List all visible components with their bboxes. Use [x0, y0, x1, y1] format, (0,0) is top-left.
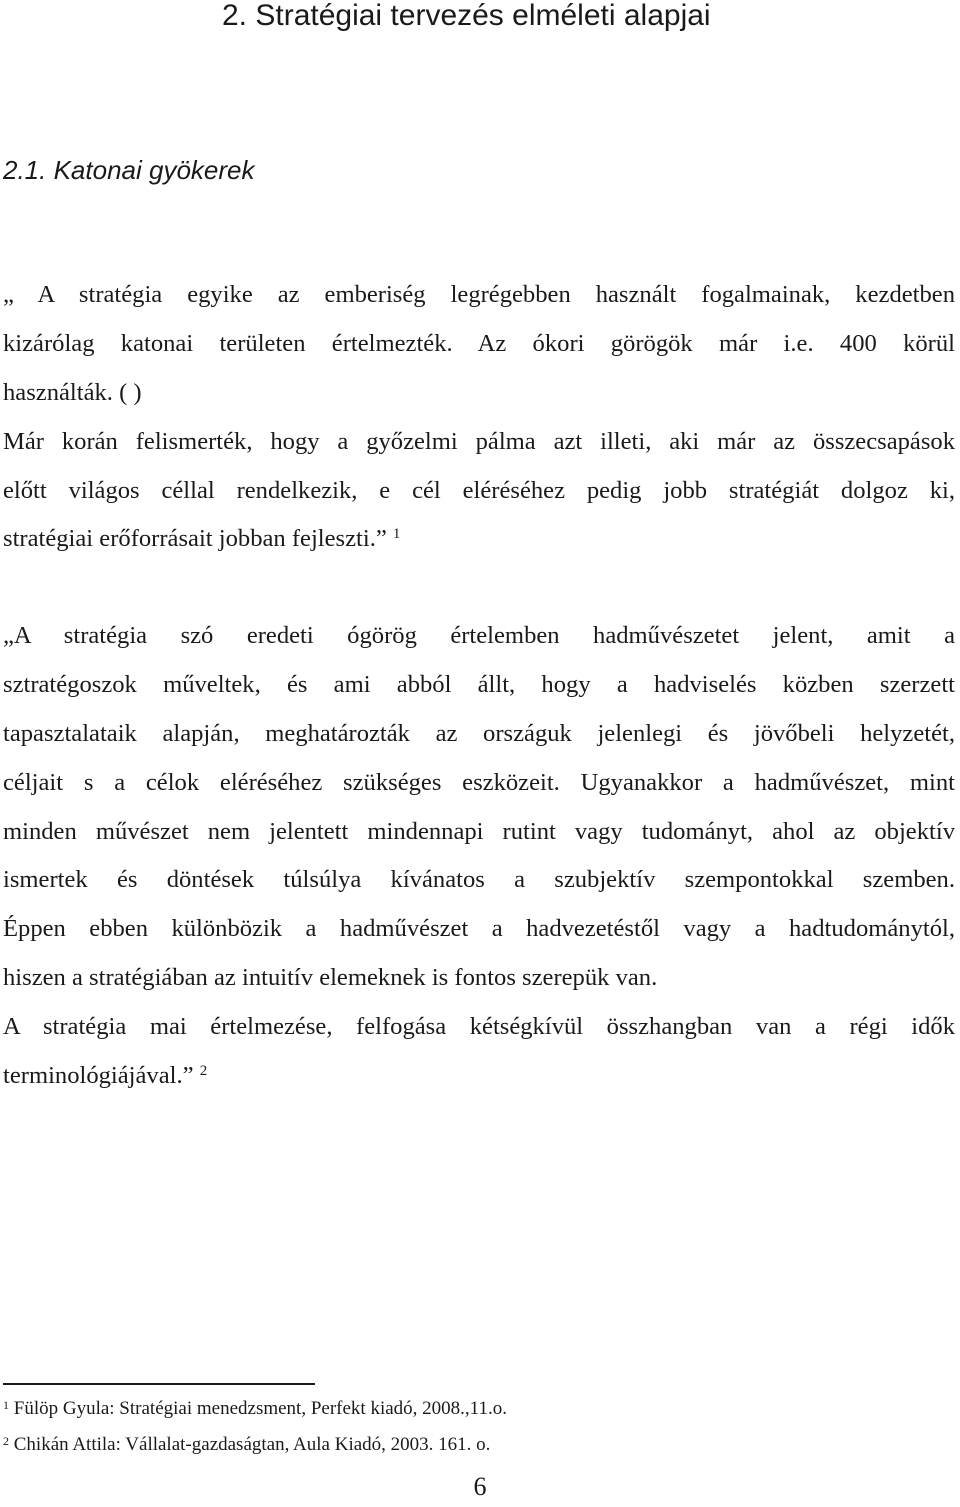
paragraph-line: hiszen a stratégiában az intuitív elemeknek is fontos szerepük van.	[3, 964, 658, 992]
paragraph-line-text: terminológiájával.”	[3, 1062, 194, 1090]
chapter-title: 2. Stratégiai tervezés elméleti alapjai	[222, 0, 711, 32]
paragraph-line: ismertek és döntések túlsúlya kívánatos a szubjektív szempontokkal szemben.	[3, 866, 955, 894]
footnote-1	[3, 1396, 507, 1422]
paragraph-line: Éppen ebben különbözik a hadművészet a hadvezetéstől vagy a hadtudománytól,	[3, 915, 955, 943]
footnote-reference[interactable]: 2	[199, 1063, 208, 1080]
paragraph-line: „ A stratégia egyike az emberiség legrégebben használt fogalmainak, kezdetben	[3, 281, 955, 308]
paragraph-line: A stratégia mai értelmezése, felfogása kétségkívül összhangban van a régi idők	[3, 1013, 955, 1041]
section-title: 2.1. Katonai gyökerek	[3, 155, 255, 185]
paragraph-line: sztratégoszok műveltek, és ami abból állt, hogy a hadviselés közben szerzett	[3, 670, 955, 698]
footnote-mark: 1	[3, 1398, 9, 1412]
paragraph-line: kizárólag katonai területen értelmezték. Az ókori görögök már i.e. 400 körül	[3, 329, 955, 357]
quote-paragraph-2	[3, 612, 955, 1101]
footnote-divider	[3, 1383, 315, 1385]
footnote-2	[3, 1432, 490, 1458]
paragraph-line: Már korán felismerték, hogy a győzelmi pálma azt illeti, aki már az összecsapások	[3, 427, 955, 455]
paragraph-line: használták. ( )	[3, 378, 142, 406]
footnote-text: Chikán Attila: Vállalat-gazdaságtan, Aula Kiadó, 2003. 161. o.	[9, 1434, 491, 1455]
page-number: 6	[473, 1472, 487, 1501]
paragraph-line: előtt világos céllal rendelkezik, e cél eléréséhez pedig jobb stratégiát dolgoz ki,	[3, 476, 955, 504]
paragraph-line: tapasztalataik alapján, meghatározták az országuk jelenlegi és jövőbeli helyzetét,	[3, 719, 955, 747]
paragraph-line: céljait s a célok eléréséhez szükséges eszközeit. Ugyanakkor a hadművészet, mint	[3, 768, 955, 796]
footnote-reference[interactable]: 1	[392, 526, 401, 543]
footnote-text: Fülöp Gyula: Stratégiai menedzsment, Perfekt kiadó, 2008.,11.o.	[9, 1398, 507, 1419]
paragraph-last-line	[3, 515, 955, 564]
paragraph-line: minden művészet nem jelentett mindennapi rutint vagy tudományt, ahol az objektív	[3, 817, 955, 845]
paragraph-line-text: stratégiai erőforrásait jobban fejleszti.”	[3, 525, 387, 553]
paragraph-line: „A stratégia szó eredeti ógörög értelemben hadművészetet jelent, amit a	[3, 622, 955, 649]
paragraph-last-line	[3, 1052, 955, 1101]
footnote-mark: 2	[3, 1434, 9, 1448]
quote-paragraph-1	[3, 271, 955, 564]
